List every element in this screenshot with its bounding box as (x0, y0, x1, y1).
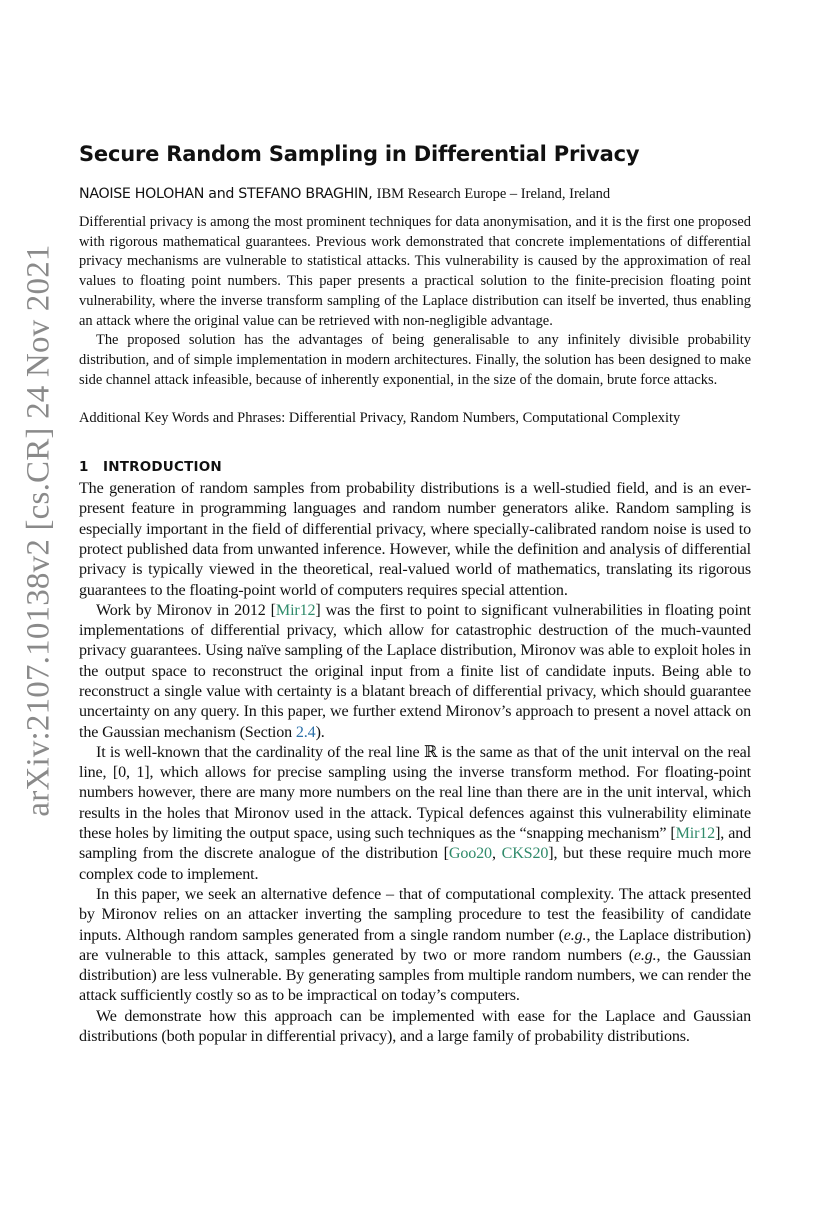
body-paragraph: We demonstrate how this approach can be implemented with ease for the Laplace and Gaussian distributions (both popular in differential privacy), and a large family of probability distributions. (79, 1007, 751, 1046)
paper-title: Secure Random Sampling in Differential Privacy (79, 142, 640, 166)
author-affiliation: IBM Research Europe – Ireland, Ireland (376, 186, 611, 202)
citation-link-mir12[interactable]: Mir12 (675, 825, 716, 843)
text-run: In this paper, we seek an alternative defence – that of computational complexity. The attack presented by Mironov relies on an attacker inverting the sampling procedure to test the feasibility of candidate inputs. Although random samples generated from a single random number ( (79, 885, 751, 944)
abstract-paragraph: Differential privacy is among the most prominent techniques for data anonymisation, and it is the first one proposed with rigorous mathematical guarantees. Previous work demonstrated that concrete implementations of differential privacy mechanisms are vulnerable to statistical attacks. This vulnerability is caused by the approximation of real values to floating point numbers. This paper presents a practical solution to the finite-precision floating point vulnerability, where the inverse transform sampling of the Laplace distribution can itself be inverted, thus enabling an attack where the original value can be retrieved with non-negligible advantage. (79, 214, 751, 329)
body-paragraph (79, 885, 751, 1007)
abstract (79, 213, 751, 390)
section-title: INTRODUCTION (103, 459, 222, 476)
text-run: ] was the first to point to significant vulnerabilities in floating point implementations of differential privacy, which allow for catastrophic destruction of the much-vaunted privacy guarantees. Using naïve sampling of the Laplace distribution, Mironov was able to exploit holes in the output space to reconstruct the original input from a finite list of candidate inputs. Being able to reconstruct a single value with certainty is a blatant breach of differential privacy, which should guarantee uncertainty on any query. In this paper, we further extend Mironov’s approach to present a novel attack on the Gaussian mechanism (Section (79, 601, 751, 741)
section-number: 1 (79, 459, 89, 476)
text-run: ). (315, 723, 325, 741)
text-run: Work by Mironov in 2012 [ (96, 601, 276, 619)
body-paragraph (79, 743, 751, 885)
text-run: ], but these require much more complex code to implement. (79, 845, 751, 883)
text-run: , the Laplace distribution) are vulnerable to this attack, samples generated by two or more random numbers ( (79, 926, 751, 964)
body-paragraph (79, 601, 751, 743)
text-run: , the Gaussian distribution) are less vulnerable. By generating samples from multiple random numbers, we can render the attack sufficiently costly so as to be impractical on today’s computers. (79, 946, 751, 1005)
arxiv-identifier-text: arXiv:2107.10138v2 [cs.CR] 24 Nov 2021 (20, 243, 57, 817)
citation-link-goo20[interactable]: Goo20 (448, 845, 492, 863)
body-paragraph: The generation of random samples from probability distributions is a well-studied field, and is an ever-present feature in programming languages and random number generators alike. Random sampling is especially important in the field of differential privacy, where specially-calibrated random noise is used to protect published data from unwanted inference. However, while the definition and analysis of differential privacy is typically viewed in the theoretical, real-valued world of mathematics, translating its rigorous guarantees to the floating-point world of computers requires special attention. (79, 480, 751, 599)
italic-text: e.g. (633, 946, 657, 964)
text-run: ], and sampling from the discrete analogue of the distribution [ (79, 825, 751, 863)
keywords: Additional Key Words and Phrases: Differential Privacy, Random Numbers, Computational Complexity (79, 410, 681, 427)
text-run: , (491, 845, 502, 863)
introduction-body (79, 479, 751, 1047)
citation-link-cks20[interactable]: CKS20 (501, 845, 549, 863)
citation-link-mir12[interactable]: Mir12 (275, 601, 316, 619)
italic-text: e.g. (563, 926, 587, 944)
abstract-paragraph: The proposed solution has the advantages of being generalisable to any infinitely divisible probability distribution, and of simple implementation in modern architectures. Finally, the solution has been designed to make side channel attack infeasible, because of inherently exponential, in the size of the domain, brute force attacks. (79, 332, 751, 388)
text-run: It is well-known that the cardinality of the real line ℝ is the same as that of the unit interval on the real line, [0, 1], which allows for precise sampling using the inverse transform method. For floating-point numbers however, there are many more numbers on the real line than there are in the unit interval, which results in the holes that Mironov used in the attack. Typical defences against this vulnerability eliminate these holes by limiting the output space, using such techniques as the “snapping mechanism” [ (79, 743, 751, 843)
arxiv-identifier-stamp (4, 225, 74, 835)
section-ref-link-2-4[interactable]: 2.4 (295, 723, 316, 741)
author-line (79, 184, 751, 204)
section-heading-introduction (79, 457, 751, 477)
author-names: NAOISE HOLOHAN and STEFANO BRAGHIN, (79, 186, 373, 202)
paper-page (79, 140, 751, 1047)
